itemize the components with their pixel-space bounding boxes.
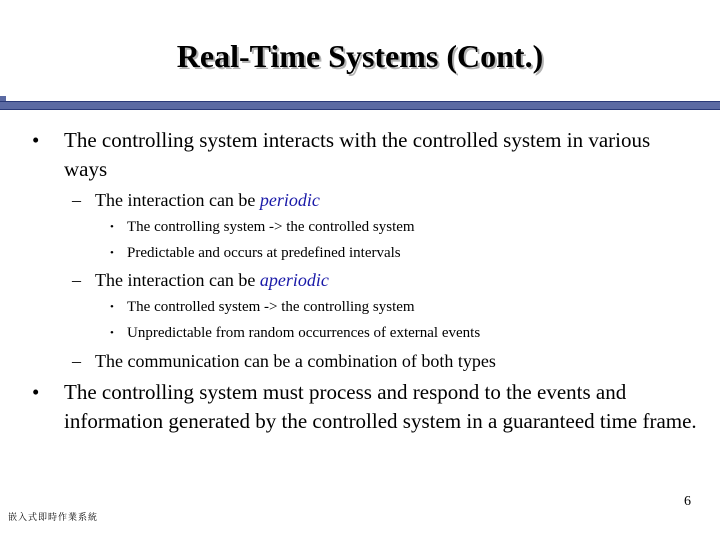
sub-sub-bullet-text: Predictable and occurs at predefined intervals [127,245,401,261]
sub-bullet-prefix: The interaction can be [95,190,260,210]
sub-bullet-text [95,189,320,211]
bullet-marker: • [32,380,40,404]
sub-sub-bullet-text: The controlled system -> the controlling system [127,299,415,315]
footer-text: 嵌入式即時作業系統 [8,513,99,523]
dash-marker: – [72,351,81,371]
emphasis-aperiodic: aperiodic [259,270,329,290]
page-number: 6 [684,494,691,509]
bullet-marker: • [110,247,114,259]
slide-title: Real-Time Systems (Cont.) [176,38,544,74]
bullet-marker: • [110,221,114,233]
sub-bullet-prefix: The interaction can be [95,270,260,290]
emphasis-periodic: periodic [259,190,320,210]
sub-bullet-text [95,269,329,291]
bullet-text: The controlling system must process and respond to the events and information generated by the controlled system in a guaranteed time frame. [64,380,697,433]
bullet-marker: • [110,327,114,339]
sub-bullet-text: The communication can be a combination of both types [95,351,496,371]
bullet-marker: • [32,128,40,152]
bullet-marker: • [110,301,114,313]
sub-sub-bullet-text: The controlling system -> the controlled system [127,219,415,235]
bullet-text: The controlling system interacts with the controlled system in various ways [64,128,651,181]
sub-sub-bullet-text: Unpredictable from random occurrences of external events [127,325,481,341]
dash-marker: – [72,270,81,290]
title-divider [0,101,720,110]
dash-marker: – [72,190,81,210]
